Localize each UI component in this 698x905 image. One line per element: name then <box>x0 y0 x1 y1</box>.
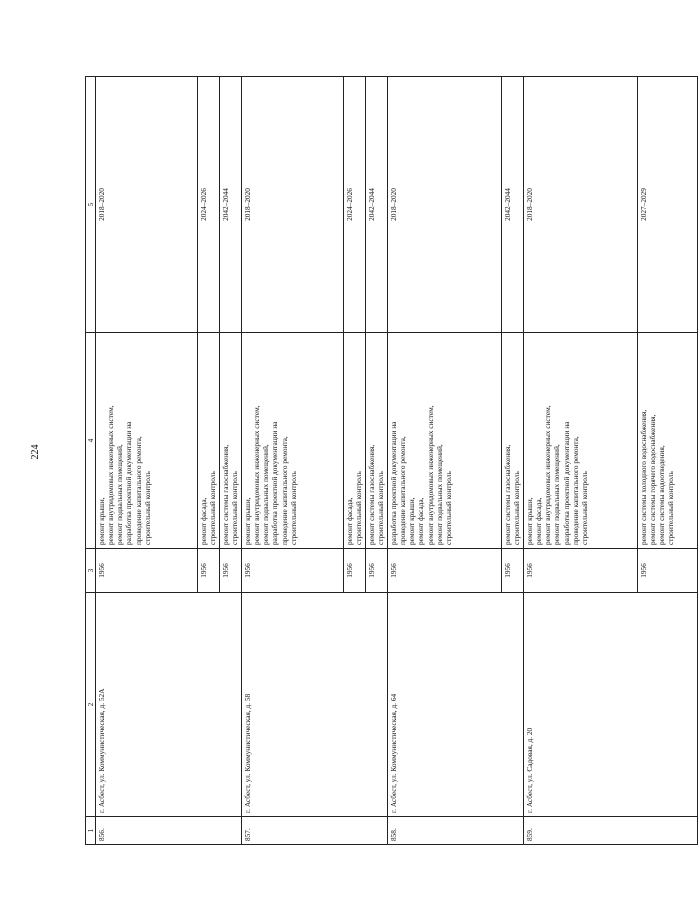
period-cell: 2018–2020 <box>242 77 344 333</box>
year-cell: 1956 <box>344 549 366 593</box>
work-item: ремонт внутридомовых инженерных систем, <box>252 405 262 545</box>
period-cell: 2042–2044 <box>366 77 388 333</box>
work-item: ремонт подвальных помещений, <box>115 444 125 545</box>
page-number: 224 <box>30 444 41 460</box>
work-item: строительный контроль <box>579 471 589 545</box>
work-item: проведение капитального ремонта, <box>570 436 580 545</box>
works-cell <box>524 333 638 549</box>
work-item: разработка проектной документации на <box>561 421 571 545</box>
work-item: строительный контроль <box>208 471 218 545</box>
work-item: ремонт системы газоснабжения, <box>367 444 377 545</box>
works-cell <box>638 333 698 549</box>
table-row <box>96 77 198 845</box>
work-item: строительный контроль <box>512 471 522 545</box>
work-item: ремонт подвальных помещений, <box>434 444 444 545</box>
row-number: 858. <box>388 817 524 845</box>
year-cell: 1956 <box>366 549 388 593</box>
table-container <box>85 77 676 845</box>
works-cell <box>502 333 524 549</box>
year-cell: 1956 <box>198 549 220 593</box>
work-item: ремонт системы водоотведения, <box>657 445 667 545</box>
row-number: 856. <box>96 817 242 845</box>
work-item: ремонт фасада, <box>199 497 209 545</box>
work-item: ремонт внутридомовых инженерных систем, <box>106 405 116 545</box>
work-item: разработка проектной документации на <box>389 421 399 545</box>
year-cell: 1956 <box>242 549 344 593</box>
header-cell: 5 <box>86 77 96 333</box>
work-item: ремонт крыши, <box>97 497 107 545</box>
address-cell: г. Асбест, ул. Садовая, д. 20 <box>524 593 698 817</box>
work-item: проведение капитального ремонта, <box>133 436 143 545</box>
work-item: ремонт фасада, <box>534 497 544 545</box>
works-cell <box>344 333 366 549</box>
work-item: строительный контроль <box>230 471 240 545</box>
works-cell <box>388 333 502 549</box>
works-cell <box>366 333 388 549</box>
work-item: ремонт крыши, <box>525 497 535 545</box>
work-item: ремонт фасада, <box>416 497 426 545</box>
works-cell <box>96 333 198 549</box>
header-cell: 2 <box>86 593 96 817</box>
works-cell <box>198 333 220 549</box>
header-row <box>86 77 96 845</box>
work-item: проведение капитального ремонта, <box>279 436 289 545</box>
work-item: ремонт крыши, <box>407 497 417 545</box>
header-cell: 1 <box>86 817 96 845</box>
work-item: ремонт внутридомовых инженерных систем, <box>543 405 553 545</box>
work-item: ремонт крыши, <box>243 497 253 545</box>
period-cell: 2042–2044 <box>220 77 242 333</box>
work-item: проведение капитального ремонта, <box>398 436 408 545</box>
work-item: ремонт системы газоснабжения, <box>221 444 231 545</box>
work-item: ремонт подвальных помещений, <box>552 444 562 545</box>
table-row <box>388 77 502 845</box>
work-item: разработка проектной документации на <box>270 421 280 545</box>
work-item: ремонт внутридомовых инженерных систем, <box>425 405 435 545</box>
work-item: строительный контроль <box>142 471 152 545</box>
row-number: 859. <box>524 817 698 845</box>
work-item: ремонт системы газоснабжения, <box>503 444 513 545</box>
year-cell: 1956 <box>96 549 198 593</box>
period-cell: 2024–2026 <box>344 77 366 333</box>
work-item: разработка проектной документации на <box>124 421 134 545</box>
work-item: ремонт подвальных помещений, <box>261 444 271 545</box>
period-cell: 2027–2029 <box>638 77 698 333</box>
work-item: строительный контроль <box>354 471 364 545</box>
table-row <box>524 77 638 845</box>
address-cell: г. Асбест, ул. Коммунистическая, д. 64 <box>388 593 524 817</box>
work-item: строительный контроль <box>376 471 386 545</box>
header-cell: 4 <box>86 333 96 549</box>
year-cell: 1956 <box>220 549 242 593</box>
work-item: ремонт системы холодного водоснабжения, <box>639 409 649 545</box>
repair-schedule-table <box>85 76 698 845</box>
period-cell: 2024–2026 <box>198 77 220 333</box>
works-cell <box>220 333 242 549</box>
year-cell: 1956 <box>638 549 698 593</box>
period-cell: 2018–2020 <box>524 77 638 333</box>
row-number: 857. <box>242 817 388 845</box>
year-cell: 1956 <box>502 549 524 593</box>
work-item: ремонт системы горячего водоснабжения, <box>648 414 658 545</box>
work-item: строительный контроль <box>443 471 453 545</box>
table-row <box>242 77 344 845</box>
work-item: ремонт фасада, <box>345 497 355 545</box>
year-cell: 1956 <box>524 549 638 593</box>
header-cell: 3 <box>86 549 96 593</box>
period-cell: 2018–2020 <box>388 77 502 333</box>
works-cell <box>242 333 344 549</box>
period-cell: 2042–2044 <box>502 77 524 333</box>
period-cell: 2018–2020 <box>96 77 198 333</box>
address-cell: г. Асбест, ул. Коммунистическая, д. 52А <box>96 593 242 817</box>
address-cell: г. Асбест, ул. Коммунистическая, д. 58 <box>242 593 388 817</box>
work-item: строительный контроль <box>666 471 676 545</box>
year-cell: 1956 <box>388 549 502 593</box>
work-item: строительный контроль <box>288 471 298 545</box>
